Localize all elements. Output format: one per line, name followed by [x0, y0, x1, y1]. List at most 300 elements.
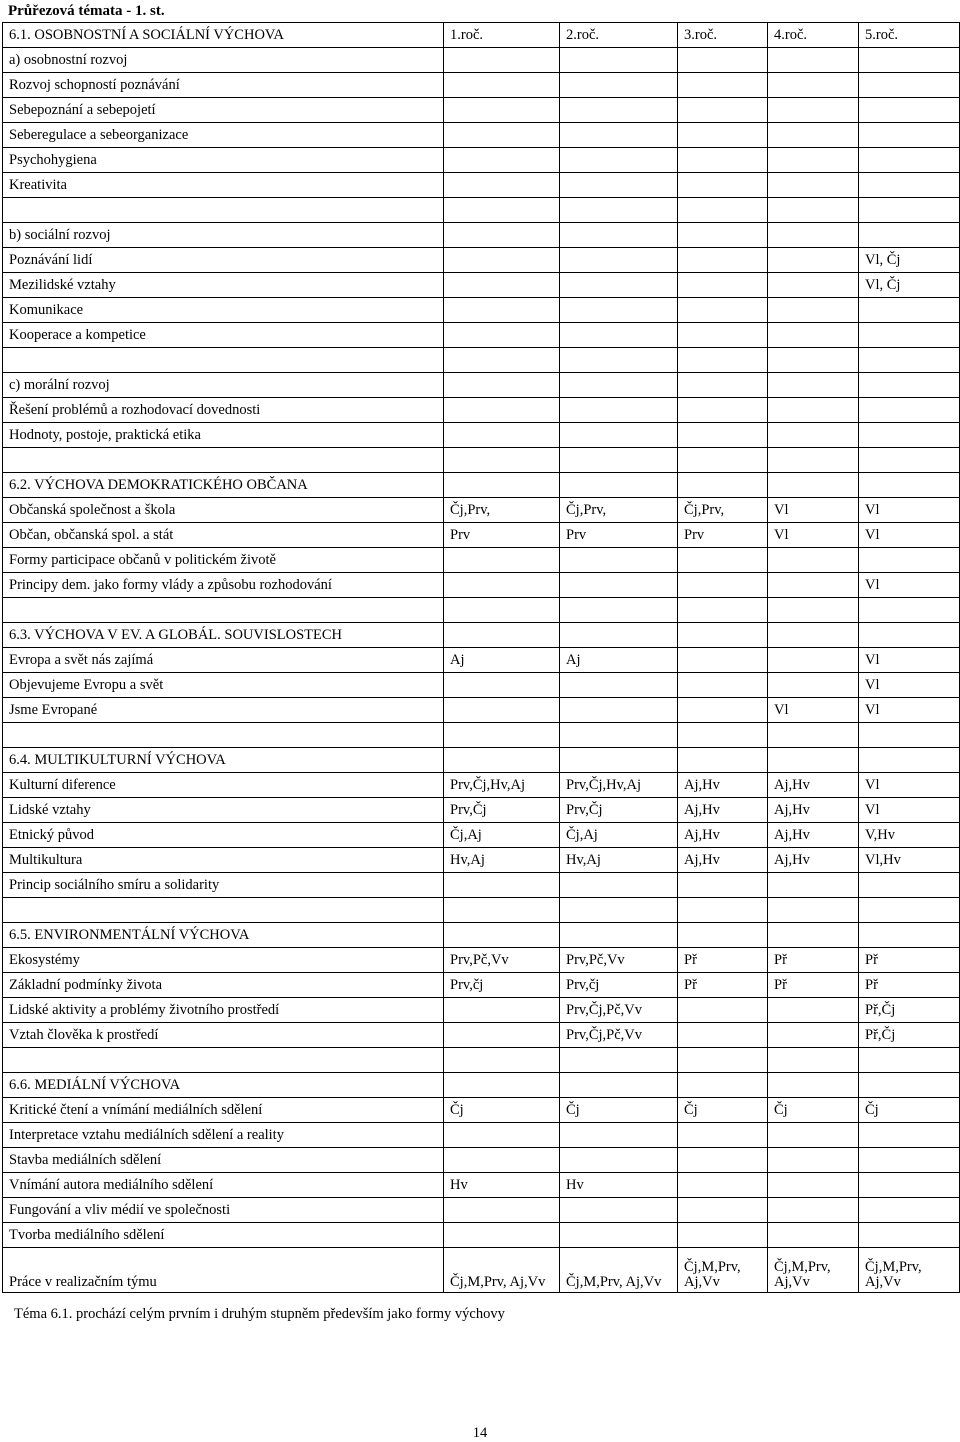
grade-3-cell: [678, 648, 768, 673]
grade-5-cell: Př: [859, 948, 960, 973]
topic-label: Základní podmínky života: [3, 973, 444, 998]
grade-2-cell: [560, 898, 678, 923]
grade-3-cell: [678, 173, 768, 198]
topic-label: Formy participace občanů v politickém životě: [3, 548, 444, 573]
grade-2-cell: [560, 323, 678, 348]
grade-2-cell: [560, 698, 678, 723]
grade-5-cell: Vl: [859, 773, 960, 798]
grade-1-cell: [444, 1073, 560, 1098]
grade-3-cell: [678, 698, 768, 723]
grade-4-cell: [768, 598, 859, 623]
grade-5-cell: [859, 423, 960, 448]
grade-3-cell: [678, 448, 768, 473]
topic-label: b) sociální rozvoj: [3, 223, 444, 248]
grade-2-cell: [560, 873, 678, 898]
grade-2-cell: [560, 423, 678, 448]
topics-table: [2, 22, 960, 1293]
grade-3-cell: [678, 1198, 768, 1223]
grade-4-cell: [768, 923, 859, 948]
topic-label: Kulturní diference: [3, 773, 444, 798]
table-row: [3, 548, 960, 573]
topic-label: Interpretace vztahu mediálních sdělení a reality: [3, 1123, 444, 1148]
grade-3-cell: [678, 348, 768, 373]
grade-4-cell: [768, 198, 859, 223]
topic-label: a) osobnostní rozvoj: [3, 48, 444, 73]
topic-label: Seberegulace a sebeorganizace: [3, 123, 444, 148]
grade-5-cell: Čj: [859, 1098, 960, 1123]
grade-2-cell: [560, 1223, 678, 1248]
section-row: [3, 1073, 960, 1098]
grade-5-cell: [859, 298, 960, 323]
grade-1-cell: Aj: [444, 648, 560, 673]
grade-1-cell: Čj,M,Prv, Aj,Vv: [444, 1248, 560, 1293]
grade-5-cell: [859, 548, 960, 573]
grade-1-cell: Čj: [444, 1098, 560, 1123]
grade-1-cell: [444, 273, 560, 298]
section-heading: 6.6. MEDIÁLNÍ VÝCHOVA: [3, 1073, 444, 1098]
grade-3-cell: [678, 1148, 768, 1173]
topic-label: Sebepoznání a sebepojetí: [3, 98, 444, 123]
grade-2-cell: Prv,Čj,Hv,Aj: [560, 773, 678, 798]
grade-1-cell: Prv,Pč,Vv: [444, 948, 560, 973]
table-row: [3, 573, 960, 598]
grade-1-cell: [444, 923, 560, 948]
spacer-row: [3, 1048, 960, 1073]
grade-5-cell: [859, 1073, 960, 1098]
topic-label: Vztah člověka k prostředí: [3, 1023, 444, 1048]
grade-3-cell: [678, 123, 768, 148]
grade-2-cell: [560, 273, 678, 298]
grade-3-cell: Aj,Hv: [678, 798, 768, 823]
table-row: [3, 698, 960, 723]
spacer-row: [3, 898, 960, 923]
grade-3-cell: [678, 248, 768, 273]
grade-3-cell: [678, 423, 768, 448]
topic-label: Poznávání lidí: [3, 248, 444, 273]
grade-1-cell: [444, 373, 560, 398]
grade-2-cell: [560, 373, 678, 398]
grade-2-cell: [560, 673, 678, 698]
grade-5-cell: Vl: [859, 698, 960, 723]
table-row: [3, 1123, 960, 1148]
grade-3-cell: [678, 298, 768, 323]
grade-2-cell: Prv,Čj: [560, 798, 678, 823]
grade-1-cell: [444, 573, 560, 598]
spacer-row: [3, 448, 960, 473]
topic-label: Princip sociálního smíru a solidarity: [3, 873, 444, 898]
section-heading: 6.2. VÝCHOVA DEMOKRATICKÉHO OBČANA: [3, 473, 444, 498]
grade-5-cell: [859, 723, 960, 748]
section-row: [3, 748, 960, 773]
grade-3-cell: Čj: [678, 1098, 768, 1123]
grade-3-cell: [678, 198, 768, 223]
topic-label: Občanská společnost a škola: [3, 498, 444, 523]
grade-2-cell: [560, 173, 678, 198]
grade-1-cell: [444, 173, 560, 198]
grade-4-cell: Vl: [768, 698, 859, 723]
grade-2-cell: [560, 198, 678, 223]
grade-3-cell: Aj,Hv: [678, 848, 768, 873]
table-row: [3, 323, 960, 348]
grade-1-cell: [444, 1023, 560, 1048]
column-header-4: 4.roč.: [768, 23, 859, 48]
grade-5-cell: [859, 473, 960, 498]
section-heading: 6.3. VÝCHOVA V EV. A GLOBÁL. SOUVISLOSTECH: [3, 623, 444, 648]
grade-3-cell: [678, 398, 768, 423]
grade-4-cell: [768, 1048, 859, 1073]
grade-3-cell: [678, 473, 768, 498]
table-row: [3, 1173, 960, 1198]
table-row: [3, 73, 960, 98]
grade-1-cell: [444, 1048, 560, 1073]
grade-3-cell: [678, 998, 768, 1023]
table-row: [3, 373, 960, 398]
topic-label: Fungování a vliv médií ve společnosti: [3, 1198, 444, 1223]
grade-2-cell: [560, 298, 678, 323]
grade-2-cell: Prv,Čj,Pč,Vv: [560, 1023, 678, 1048]
grade-2-cell: Čj: [560, 1098, 678, 1123]
grade-2-cell: [560, 748, 678, 773]
grade-3-cell: Př: [678, 948, 768, 973]
section-row: [3, 623, 960, 648]
grade-4-cell: Čj,M,Prv, Aj,Vv: [768, 1248, 859, 1293]
grade-1-cell: [444, 348, 560, 373]
grade-2-cell: Prv,čj: [560, 973, 678, 998]
grade-2-cell: [560, 548, 678, 573]
grade-1-cell: [444, 998, 560, 1023]
grade-1-cell: [444, 73, 560, 98]
grade-1-cell: [444, 698, 560, 723]
grade-2-cell: [560, 573, 678, 598]
table-row: [3, 1223, 960, 1248]
grade-4-cell: [768, 748, 859, 773]
topic-label: Principy dem. jako formy vlády a způsobu rozhodování: [3, 573, 444, 598]
grade-5-cell: [859, 873, 960, 898]
grade-5-cell: [859, 373, 960, 398]
grade-3-cell: Prv: [678, 523, 768, 548]
grade-4-cell: [768, 873, 859, 898]
grade-1-cell: [444, 198, 560, 223]
grade-5-cell: [859, 348, 960, 373]
grade-3-cell: [678, 223, 768, 248]
grade-3-cell: Čj,Prv,: [678, 498, 768, 523]
topic-label: [3, 598, 444, 623]
grade-2-cell: [560, 348, 678, 373]
grade-5-cell: [859, 173, 960, 198]
section-row: [3, 923, 960, 948]
grade-4-cell: [768, 1023, 859, 1048]
grade-4-cell: [768, 448, 859, 473]
grade-5-cell: [859, 1123, 960, 1148]
topic-label: Kritické čtení a vnímání mediálních sdělení: [3, 1098, 444, 1123]
grade-4-cell: Aj,Hv: [768, 798, 859, 823]
grade-2-cell: [560, 223, 678, 248]
topic-label: Psychohygiena: [3, 148, 444, 173]
grade-2-cell: [560, 98, 678, 123]
table-row: [3, 48, 960, 73]
grade-5-cell: Vl: [859, 523, 960, 548]
table-row: [3, 123, 960, 148]
column-header-5: 5.roč.: [859, 23, 960, 48]
grade-4-cell: Aj,Hv: [768, 823, 859, 848]
grade-5-cell: [859, 623, 960, 648]
grade-2-cell: [560, 1148, 678, 1173]
grade-5-cell: [859, 198, 960, 223]
grade-4-cell: [768, 223, 859, 248]
grade-5-cell: [859, 1223, 960, 1248]
grade-4-cell: [768, 473, 859, 498]
grade-2-cell: [560, 123, 678, 148]
grade-2-cell: Čj,Aj: [560, 823, 678, 848]
grade-1-cell: [444, 548, 560, 573]
grade-1-cell: [444, 448, 560, 473]
grade-4-cell: [768, 1148, 859, 1173]
grade-4-cell: [768, 648, 859, 673]
spacer-row: [3, 198, 960, 223]
grade-5-cell: Vl: [859, 673, 960, 698]
grade-2-cell: [560, 48, 678, 73]
table-row: [3, 298, 960, 323]
spacer-row: [3, 598, 960, 623]
grade-1-cell: Prv: [444, 523, 560, 548]
grade-2-cell: [560, 598, 678, 623]
grade-5-cell: [859, 398, 960, 423]
grade-4-cell: [768, 673, 859, 698]
grade-4-cell: Př: [768, 973, 859, 998]
topic-label: Řešení problémů a rozhodovací dovednosti: [3, 398, 444, 423]
grade-3-cell: [678, 273, 768, 298]
table-row: [3, 1023, 960, 1048]
grade-5-cell: [859, 1148, 960, 1173]
grade-4-cell: [768, 548, 859, 573]
grade-1-cell: [444, 673, 560, 698]
grade-3-cell: Aj,Hv: [678, 773, 768, 798]
grade-4-cell: Čj: [768, 1098, 859, 1123]
grade-3-cell: Př: [678, 973, 768, 998]
topic-label: [3, 898, 444, 923]
grade-3-cell: [678, 723, 768, 748]
topic-label: Lidské vztahy: [3, 798, 444, 823]
topic-label: [3, 723, 444, 748]
grade-5-cell: Vl, Čj: [859, 273, 960, 298]
grade-5-cell: [859, 598, 960, 623]
column-header-2: 2.roč.: [560, 23, 678, 48]
grade-4-cell: [768, 148, 859, 173]
grade-2-cell: [560, 148, 678, 173]
grade-4-cell: [768, 998, 859, 1023]
table-row: [3, 948, 960, 973]
grade-5-cell: Vl: [859, 573, 960, 598]
topic-label: Tvorba mediálního sdělení: [3, 1223, 444, 1248]
table-row: [3, 398, 960, 423]
grade-3-cell: [678, 548, 768, 573]
grade-4-cell: [768, 1073, 859, 1098]
grade-5-cell: Vl: [859, 648, 960, 673]
grade-2-cell: Hv,Aj: [560, 848, 678, 873]
grade-5-cell: [859, 323, 960, 348]
grade-1-cell: [444, 48, 560, 73]
grade-1-cell: [444, 148, 560, 173]
footnote: Téma 6.1. prochází celým prvním i druhým stupněm především jako formy výchovy: [14, 1306, 505, 1322]
grade-3-cell: [678, 1223, 768, 1248]
topic-label: Evropa a svět nás zajímá: [3, 648, 444, 673]
grade-4-cell: Aj,Hv: [768, 848, 859, 873]
grade-3-cell: Čj,M,Prv, Aj,Vv: [678, 1248, 768, 1293]
topic-label: c) morální rozvoj: [3, 373, 444, 398]
topic-label: Občan, občanská spol. a stát: [3, 523, 444, 548]
grade-2-cell: Prv,Pč,Vv: [560, 948, 678, 973]
grade-5-cell: Vl: [859, 498, 960, 523]
grade-4-cell: [768, 173, 859, 198]
topic-label: Mezilidské vztahy: [3, 273, 444, 298]
grade-2-cell: [560, 473, 678, 498]
grade-5-cell: Vl,Hv: [859, 848, 960, 873]
grade-3-cell: [678, 1173, 768, 1198]
grade-4-cell: Př: [768, 948, 859, 973]
grade-5-cell: [859, 223, 960, 248]
grade-4-cell: [768, 573, 859, 598]
grade-4-cell: [768, 98, 859, 123]
topic-label: Komunikace: [3, 298, 444, 323]
grade-1-cell: [444, 298, 560, 323]
topic-label: Etnický původ: [3, 823, 444, 848]
grade-1-cell: [444, 123, 560, 148]
grade-4-cell: [768, 48, 859, 73]
topic-label: Hodnoty, postoje, praktická etika: [3, 423, 444, 448]
topic-label: Jsme Evropané: [3, 698, 444, 723]
grade-3-cell: Aj,Hv: [678, 823, 768, 848]
table-row: [3, 998, 960, 1023]
table-row: [3, 223, 960, 248]
grade-1-cell: [444, 223, 560, 248]
grade-3-cell: [678, 898, 768, 923]
grade-1-cell: [444, 1198, 560, 1223]
table-row: [3, 648, 960, 673]
grade-2-cell: Aj: [560, 648, 678, 673]
table-row: [3, 98, 960, 123]
grade-5-cell: Vl, Čj: [859, 248, 960, 273]
grade-3-cell: [678, 98, 768, 123]
table-row: [3, 973, 960, 998]
table-row: [3, 148, 960, 173]
grade-4-cell: [768, 1123, 859, 1148]
grade-3-cell: [678, 73, 768, 98]
grade-4-cell: Vl: [768, 523, 859, 548]
grade-1-cell: Hv: [444, 1173, 560, 1198]
grade-1-cell: [444, 98, 560, 123]
grade-1-cell: [444, 323, 560, 348]
topic-label: Lidské aktivity a problémy životního prostředí: [3, 998, 444, 1023]
topic-label: [3, 198, 444, 223]
grade-5-cell: [859, 48, 960, 73]
grade-5-cell: [859, 98, 960, 123]
table-row: [3, 848, 960, 873]
grade-1-cell: Prv,Čj: [444, 798, 560, 823]
grade-1-cell: [444, 1223, 560, 1248]
grade-2-cell: [560, 923, 678, 948]
topic-label: [3, 1048, 444, 1073]
grade-2-cell: [560, 73, 678, 98]
grade-3-cell: [678, 573, 768, 598]
grade-4-cell: Vl: [768, 498, 859, 523]
table-row: [3, 423, 960, 448]
grade-3-cell: [678, 673, 768, 698]
table-row: [3, 1148, 960, 1173]
grade-4-cell: [768, 273, 859, 298]
table-row: [3, 798, 960, 823]
grade-3-cell: [678, 1073, 768, 1098]
topic-label: Kooperace a kompetice: [3, 323, 444, 348]
grade-5-cell: [859, 748, 960, 773]
spacer-row: [3, 723, 960, 748]
grade-2-cell: Čj,Prv,: [560, 498, 678, 523]
topic-label: [3, 348, 444, 373]
grade-4-cell: Aj,Hv: [768, 773, 859, 798]
grade-3-cell: [678, 1048, 768, 1073]
grade-1-cell: [444, 1123, 560, 1148]
grade-4-cell: [768, 323, 859, 348]
grade-1-cell: Hv,Aj: [444, 848, 560, 873]
grade-1-cell: Prv,Čj,Hv,Aj: [444, 773, 560, 798]
topic-label: [3, 448, 444, 473]
grade-5-cell: [859, 1173, 960, 1198]
grade-2-cell: [560, 448, 678, 473]
grade-4-cell: [768, 248, 859, 273]
grade-4-cell: [768, 1173, 859, 1198]
grade-5-cell: [859, 898, 960, 923]
grade-5-cell: Př: [859, 973, 960, 998]
table-row: [3, 673, 960, 698]
grade-3-cell: [678, 1023, 768, 1048]
grade-1-cell: [444, 873, 560, 898]
grade-1-cell: [444, 473, 560, 498]
grade-2-cell: [560, 623, 678, 648]
grade-4-cell: [768, 398, 859, 423]
grade-2-cell: [560, 398, 678, 423]
grade-5-cell: [859, 1198, 960, 1223]
grade-1-cell: [444, 248, 560, 273]
grade-5-cell: [859, 73, 960, 98]
grade-1-cell: [444, 598, 560, 623]
topic-label: Objevujeme Evropu a svět: [3, 673, 444, 698]
grade-4-cell: [768, 723, 859, 748]
topic-label: Stavba mediálních sdělení: [3, 1148, 444, 1173]
topic-label: Vnímání autora mediálního sdělení: [3, 1173, 444, 1198]
grade-3-cell: [678, 48, 768, 73]
grade-1-cell: Prv,čj: [444, 973, 560, 998]
grade-3-cell: [678, 323, 768, 348]
page-number: 14: [472, 1425, 488, 1441]
section-heading: 6.5. ENVIRONMENTÁLNÍ VÝCHOVA: [3, 923, 444, 948]
grade-2-cell: [560, 1073, 678, 1098]
grade-5-cell: [859, 1048, 960, 1073]
topic-label: Ekosystémy: [3, 948, 444, 973]
page-title: Průřezová témata - 1. st.: [8, 3, 165, 19]
spacer-row: [3, 348, 960, 373]
grade-4-cell: [768, 623, 859, 648]
grade-1-cell: [444, 898, 560, 923]
topic-label: Rozvoj schopností poznávání: [3, 73, 444, 98]
topic-label: Kreativita: [3, 173, 444, 198]
grade-1-cell: [444, 423, 560, 448]
grade-1-cell: Čj,Prv,: [444, 498, 560, 523]
grade-1-cell: Čj,Aj: [444, 823, 560, 848]
section-row: [3, 473, 960, 498]
table-row: [3, 873, 960, 898]
table-row: [3, 498, 960, 523]
grade-2-cell: Hv: [560, 1173, 678, 1198]
grade-2-cell: [560, 1123, 678, 1148]
